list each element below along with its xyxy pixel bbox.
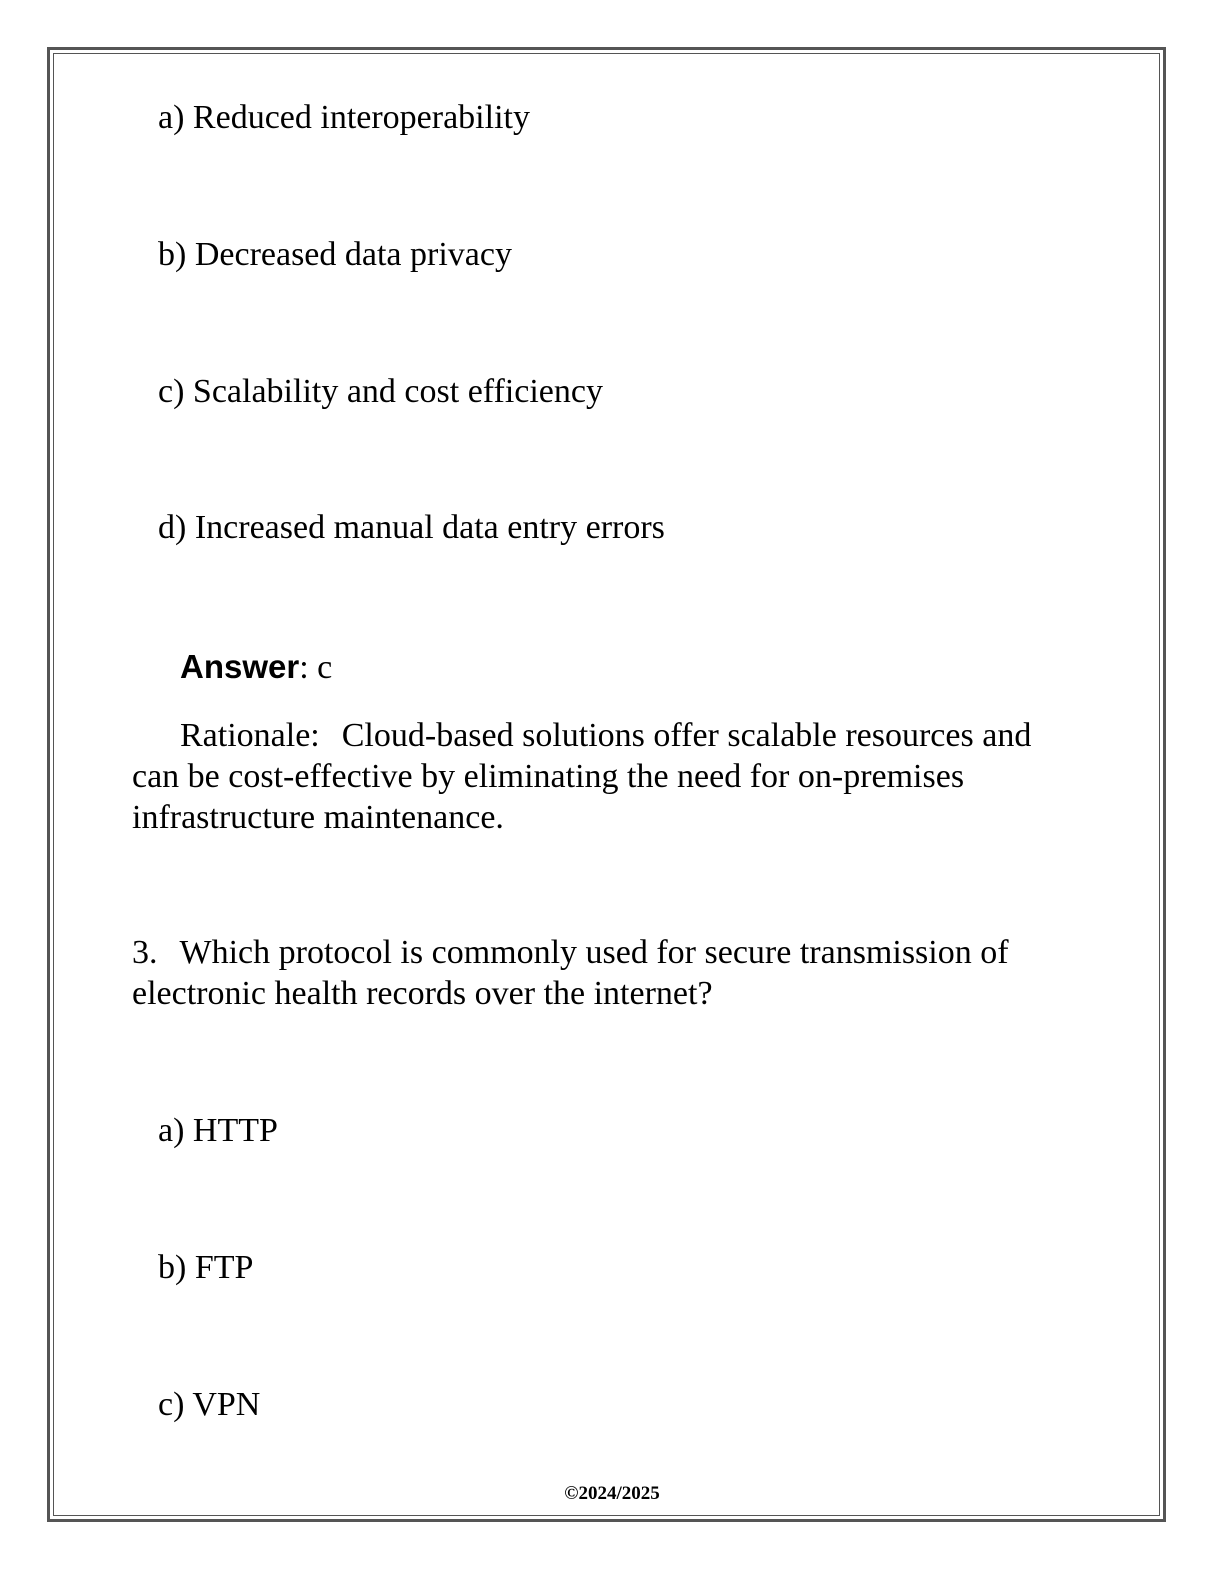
option-d: [158, 507, 665, 549]
rationale-text: Cloud-based solutions offer scalable resources and can be cost-effective by eliminating the need for on-premises infrastructure maintenance.: [132, 717, 1032, 836]
option-c: [158, 371, 603, 413]
option-text: Reduced interoperability: [192, 99, 530, 136]
option-text: Increased manual data entry errors: [194, 509, 665, 546]
option-text: Decreased data privacy: [194, 236, 512, 273]
option-letter: d): [158, 509, 187, 546]
option-letter: a): [158, 1112, 185, 1149]
answer-value: c: [317, 649, 333, 686]
option-text: FTP: [194, 1249, 254, 1286]
option-a: [158, 97, 530, 139]
rationale-paragraph: [132, 715, 1072, 838]
option-letter: c): [158, 373, 185, 410]
option-text: HTTP: [192, 1112, 278, 1149]
rationale-label: Rationale:: [180, 717, 320, 754]
q3-option-c: [158, 1384, 260, 1426]
option-letter: a): [158, 99, 185, 136]
question-text: Which protocol is commonly used for secure transmission of electronic health records over the internet?: [132, 934, 1009, 1012]
q3-option-b: [158, 1247, 253, 1289]
option-b: [158, 234, 512, 276]
option-text: Scalability and cost efficiency: [192, 373, 603, 410]
answer-line: [180, 646, 332, 689]
question-3: [132, 932, 1072, 1014]
copyright-footer: ©2024/2025: [564, 1483, 660, 1504]
answer-separator: :: [299, 649, 309, 686]
q3-option-a: [158, 1110, 278, 1152]
question-number: 3.: [132, 934, 158, 971]
option-letter: c): [158, 1386, 185, 1423]
option-text: VPN: [192, 1386, 261, 1423]
option-letter: b): [158, 236, 187, 273]
answer-label: Answer: [180, 648, 300, 685]
option-letter: b): [158, 1249, 187, 1286]
